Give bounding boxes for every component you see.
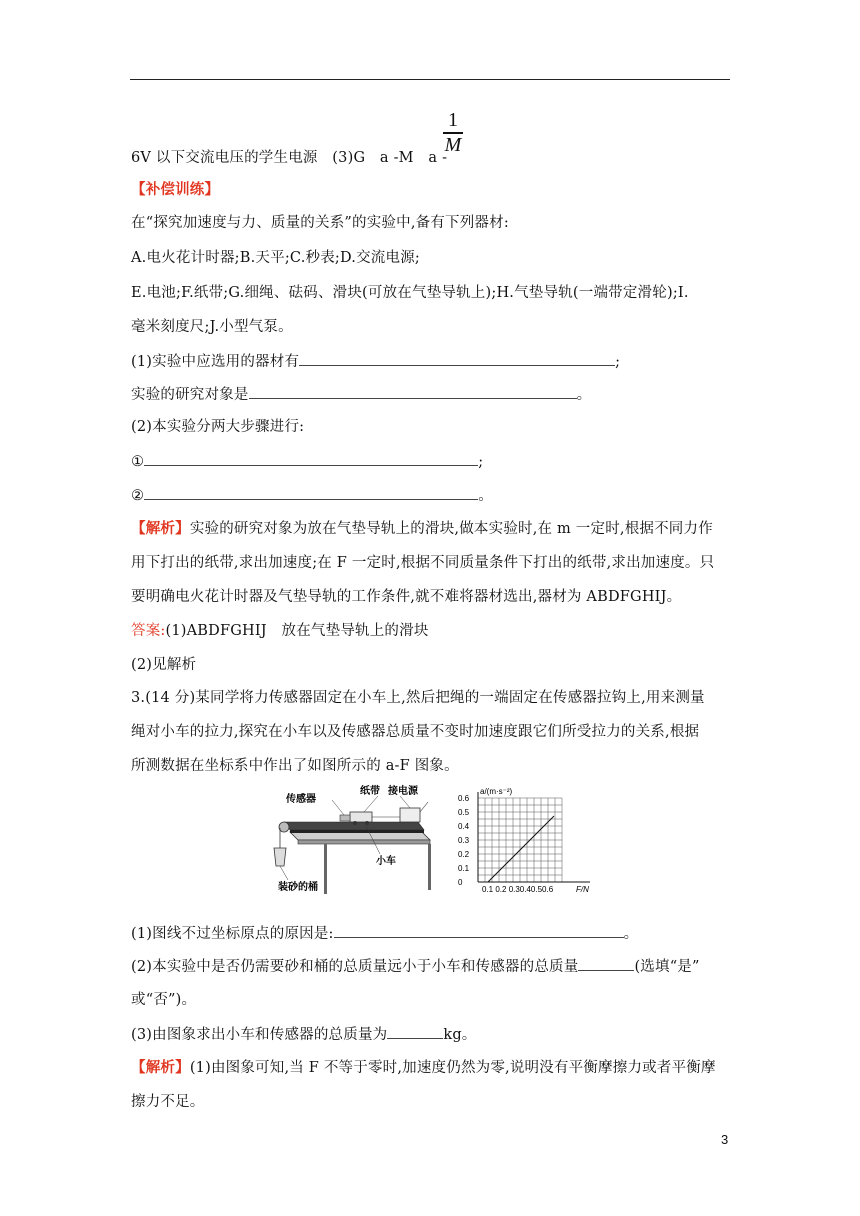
header-rule: [130, 79, 730, 80]
answer-line-2: (2)见解析: [131, 657, 197, 673]
answer-blank[interactable]: [249, 384, 577, 399]
answer-line-top: 6V 以下交流电压的学生电源 (3)G a -M a -: [131, 150, 448, 166]
analysis-line-2: 用下打出的纸带,求出加速度;在 F 一定时,根据不同质量条件下打出的纸带,求出加速度。只: [131, 555, 715, 571]
question-3-line-3: 所测数据在坐标系中作出了如图所示的 a-F 图象。: [131, 758, 459, 774]
analysis3-line-1: 【解析】(1)由图象可知,当 F 不等于零时,加速度仍然为零,说明没有平衡摩擦力或者平衡摩: [131, 1059, 716, 1076]
label-cart: 小车: [376, 856, 396, 867]
intro-text: 在“探究加速度与力、质量的关系”的实验中,备有下列器材:: [131, 215, 509, 231]
analysis-line-3: 要明确电火花计时器及气垫导轨的工作条件,就不难将器材选出,器材为 ABDFGHIJ。: [131, 589, 682, 605]
question-1b: 实验的研究对象是 。: [131, 384, 591, 405]
label-power: 接电源: [388, 786, 418, 797]
graph-grid: [478, 798, 562, 882]
y-tick-label: 0.4: [458, 822, 470, 831]
y-tick-label: 0.1: [458, 864, 470, 873]
y-tick-label: 0.3: [458, 836, 470, 845]
label-sensor: 传感器: [286, 794, 316, 805]
answer-blank[interactable]: [144, 485, 478, 500]
question-2: (2)本实验分两大步骤进行:: [131, 419, 305, 435]
y-tick-label: 0: [458, 878, 463, 887]
equipment-line-1: A.电火花计时器;B.天平;C.秒表;D.交流电源;: [131, 250, 420, 266]
equipment-line-3: 毫米刻度尺;J.小型气泵。: [131, 319, 293, 335]
sub-question-2: (2)本实验中是否仍需要砂和桶的总质量远小于小车和传感器的总质量 (选填“是”: [131, 956, 700, 977]
sub-question-2-line-2: 或“否”)。: [131, 992, 197, 1008]
question-3-line-1: 3.(14 分)某同学将力传感器固定在小车上,然后把绳的一端固定在传感器拉钩上,用来测量: [131, 690, 705, 706]
question-1: (1)实验中应选用的器材有 ;: [131, 351, 620, 372]
y-tick-label: 0.6: [458, 794, 470, 803]
answer-line: 答案:(1)ABDFGHIJ 放在气垫导轨上的滑块: [131, 623, 429, 639]
y-axis-label: a/(m·s⁻²): [480, 787, 513, 796]
answer-blank[interactable]: [299, 351, 615, 366]
fraction-one-over-m: 1 M: [444, 109, 462, 156]
label-tape: 纸带: [360, 786, 380, 797]
section-heading: 【补偿训练】: [131, 181, 220, 198]
answer-blank[interactable]: [578, 956, 634, 971]
step-2: ② 。: [131, 485, 493, 506]
label-bucket: 装砂的桶: [278, 882, 318, 893]
equipment-line-2: E.电池;F.纸带;G.细绳、砝码、滑块(可放在气垫导轨上);H.气垫导轨(一端带定滑轮);I.: [131, 285, 689, 301]
page-number: 3: [721, 1132, 729, 1147]
sub-question-3: (3)由图象求出小车和传感器的总质量为 kg。: [131, 1024, 477, 1045]
a-f-graph: [458, 787, 590, 894]
experiment-figure: [272, 782, 592, 900]
answer-blank[interactable]: [144, 451, 478, 466]
question-3-line-2: 绳对小车的拉力,探究在小车以及传感器总质量不变时加速度跟它们所受拉力的关系,根据: [131, 724, 700, 740]
apparatus-diagram: [274, 784, 431, 894]
sub-question-1: (1)图线不过坐标原点的原因是: 。: [131, 923, 638, 944]
answer-blank[interactable]: [387, 1024, 443, 1039]
y-tick-label: 0.5: [458, 808, 470, 817]
step-1: ① ;: [131, 451, 483, 472]
y-tick-labels: [458, 794, 470, 887]
x-tick-labels: 0.1 0.2 0.30.40.50.6: [482, 885, 554, 894]
analysis-line-1: 【解析】实验的研究对象为放在气垫导轨上的滑块,做本实验时,在 m 一定时,根据不同力作: [131, 520, 713, 537]
x-axis-label: F/N: [576, 885, 589, 894]
analysis3-line-2: 擦力不足。: [131, 1094, 205, 1110]
y-tick-label: 0.2: [458, 850, 470, 859]
answer-blank[interactable]: [334, 923, 624, 938]
